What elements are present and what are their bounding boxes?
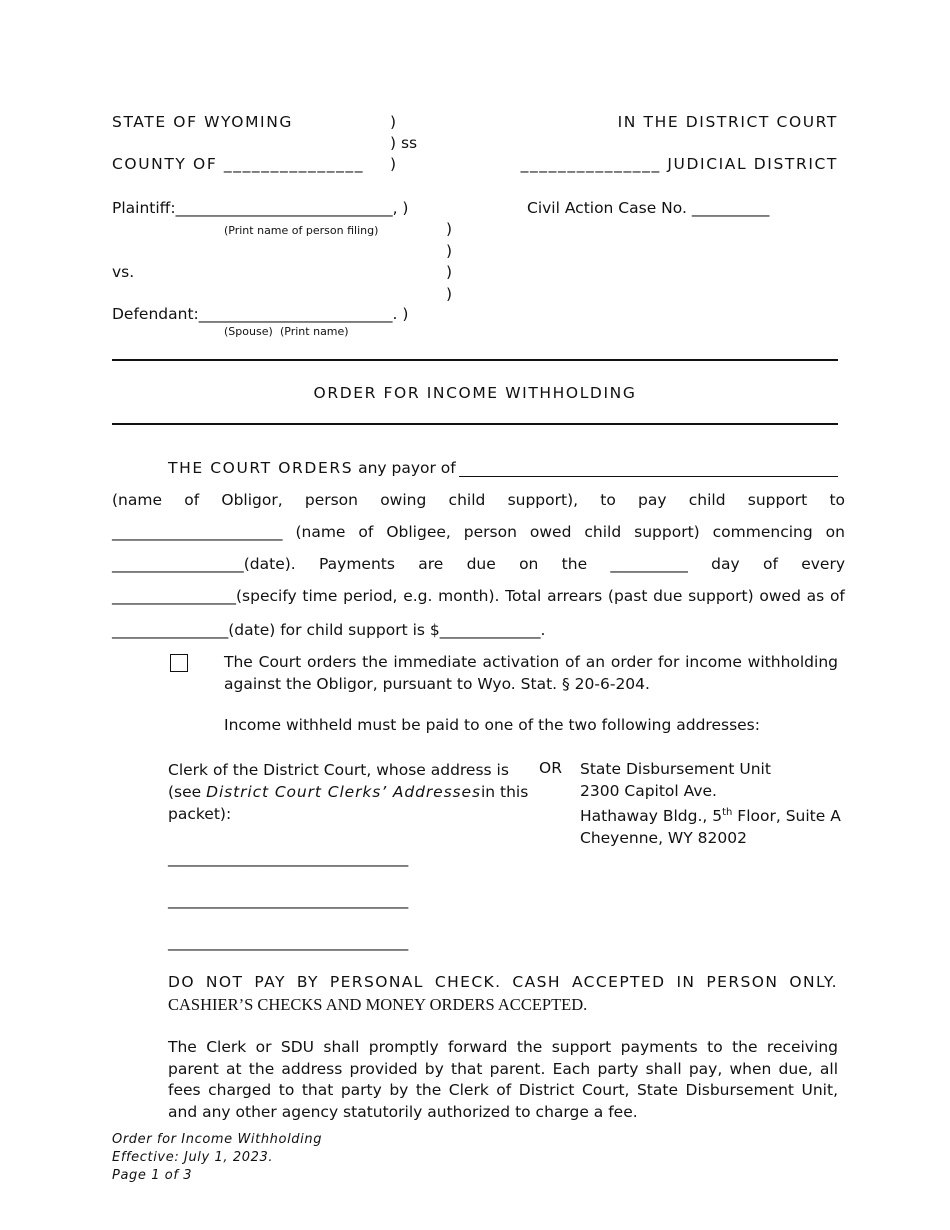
plaintiff-line: Plaintiff:____________________________, ) bbox=[112, 199, 409, 217]
sdu-name: State Disbursement Unit bbox=[580, 760, 771, 778]
orders-word: arrears bbox=[547, 587, 603, 605]
clerk-address-blank-3: _______________________________ bbox=[168, 933, 409, 951]
clerk-address-blank-2: _______________________________ bbox=[168, 891, 409, 909]
orders-word: on bbox=[519, 555, 539, 573]
clerk-line-3: packet): bbox=[168, 805, 232, 823]
orders-word: Obligor, bbox=[221, 491, 283, 509]
sdu-street: 2300 Capitol Ave. bbox=[580, 781, 717, 800]
orders-word: (past bbox=[607, 587, 648, 605]
orders-word: support) bbox=[634, 523, 700, 541]
sdu-building bbox=[580, 802, 841, 828]
orders-word: the bbox=[561, 555, 588, 573]
orders-word: of bbox=[762, 555, 778, 573]
footer-title: Order for Income Withholding bbox=[112, 1132, 323, 1147]
sdu-building-sup: th bbox=[722, 807, 733, 818]
orders-lead-rest: any payor of bbox=[353, 459, 456, 477]
plaintiff-note: (Print name of person filing) bbox=[224, 224, 379, 237]
orders-word: time bbox=[302, 587, 338, 605]
caption-paren: ) bbox=[390, 155, 397, 173]
caption-paren: ) bbox=[446, 285, 453, 303]
orders-word: owing bbox=[380, 491, 427, 509]
orders-word: Payments bbox=[319, 555, 395, 573]
vs-label: vs. bbox=[112, 263, 135, 281]
orders-word: commencing bbox=[712, 523, 813, 541]
sdu-building-pre: Hathaway Bldg., 5 bbox=[580, 807, 723, 826]
orders-word: ______________________ bbox=[112, 523, 283, 541]
orders-word: due bbox=[466, 555, 496, 573]
orders-word: of bbox=[184, 491, 200, 509]
orders-lead bbox=[168, 459, 456, 477]
orders-word: period, bbox=[343, 587, 398, 605]
orders-word: (name bbox=[112, 491, 163, 509]
caption-paren: ) bbox=[446, 220, 453, 238]
orders-word: are bbox=[418, 555, 444, 573]
footer-effective: Effective: July 1, 2023. bbox=[112, 1150, 274, 1165]
orders-line-6: _______________(date) for child support is $_____________. bbox=[112, 621, 546, 639]
orders-word: month). bbox=[438, 587, 500, 605]
orders-line-3 bbox=[112, 523, 845, 541]
orders-line-2 bbox=[112, 491, 845, 509]
payment-notice-line-1: DO NOT PAY BY PERSONAL CHECK. CASH ACCEPTED IN PERSON ONLY. bbox=[168, 973, 838, 991]
case-number-line: Civil Action Case No. __________ bbox=[527, 199, 770, 217]
divider-top bbox=[112, 359, 838, 361]
state-label: STATE OF WYOMING bbox=[112, 113, 294, 131]
sdu-address-block bbox=[580, 759, 841, 849]
orders-word: of bbox=[829, 587, 845, 605]
orders-word: support) bbox=[688, 587, 754, 605]
orders-lead-caps: THE COURT ORDERS bbox=[168, 459, 354, 477]
orders-word: pay bbox=[638, 491, 667, 509]
caption-paren: ) bbox=[390, 113, 397, 131]
clerk-line-2-post: in this bbox=[480, 783, 529, 801]
footer-page: Page 1 of 3 bbox=[112, 1168, 193, 1183]
checkbox-text: The Court orders the immediate activation of an order for income withholding against the Obligor, pursuant to Wyo. Stat. § 20-6-204. bbox=[224, 653, 838, 693]
orders-word: support), bbox=[507, 491, 579, 509]
clerk-addresses-reference: District Court Clerks’ Addresses bbox=[206, 783, 481, 801]
orders-word: __________ bbox=[610, 555, 688, 573]
or-label: OR bbox=[539, 759, 562, 777]
footer bbox=[112, 1131, 322, 1185]
orders-word: owed bbox=[529, 523, 572, 541]
caption-paren: ) bbox=[446, 242, 453, 260]
county-label: COUNTY OF _______________ bbox=[112, 155, 365, 173]
payment-notice-line-2: CASHIER’S CHECKS AND MONEY ORDERS ACCEPTED. bbox=[168, 995, 588, 1014]
district-label: _______________ JUDICIAL DISTRICT bbox=[520, 155, 838, 173]
orders-word: ________________(specify bbox=[112, 587, 297, 605]
orders-word: owed bbox=[759, 587, 801, 605]
immediate-activation-checkbox[interactable] bbox=[170, 654, 188, 672]
court-label: IN THE DISTRICT COURT bbox=[617, 113, 838, 131]
sdu-city: Cheyenne, WY 82002 bbox=[580, 828, 747, 847]
orders-line-5 bbox=[112, 587, 845, 605]
orders-word: (name bbox=[295, 523, 346, 541]
caption-paren: ) bbox=[446, 263, 453, 281]
orders-word: to bbox=[829, 491, 846, 509]
orders-word: e.g. bbox=[403, 587, 433, 605]
orders-word: person bbox=[463, 523, 517, 541]
orders-word: every bbox=[801, 555, 845, 573]
orders-word: _________________(date). bbox=[112, 555, 296, 573]
orders-word: of bbox=[358, 523, 374, 541]
page-title: ORDER FOR INCOME WITHHOLDING bbox=[313, 384, 637, 402]
orders-word: Obligee, bbox=[386, 523, 451, 541]
orders-word: due bbox=[653, 587, 683, 605]
sdu-building-post: Floor, Suite A bbox=[732, 807, 841, 826]
caption-ss: ) ss bbox=[390, 134, 418, 152]
orders-word: day bbox=[711, 555, 740, 573]
orders-line-4 bbox=[112, 555, 845, 573]
defendant-note-spouse: (Spouse) bbox=[224, 325, 273, 338]
orders-word: person bbox=[304, 491, 358, 509]
clerk-line-2-pre: (see bbox=[168, 783, 207, 801]
forward-payments-paragraph: The Clerk or SDU shall promptly forward the support payments to the receiving parent at the address provided by that parent. Each party shall pay, when due, all fees charged to that party by the Clerk of District Court, State Disbursement Unit, and any other agency statutorily authorized to charge a fee. bbox=[168, 1038, 838, 1121]
orders-word: as bbox=[806, 587, 825, 605]
clerk-address-block bbox=[168, 759, 529, 825]
payor-blank-line bbox=[459, 476, 838, 477]
orders-word: support bbox=[747, 491, 808, 509]
addresses-intro: Income withheld must be paid to one of the two following addresses: bbox=[224, 716, 760, 734]
orders-word: child bbox=[584, 523, 622, 541]
defendant-note-print: (Print name) bbox=[280, 325, 349, 338]
clerk-line-1: Clerk of the District Court, whose address is bbox=[168, 761, 509, 779]
orders-word: on bbox=[825, 523, 845, 541]
defendant-line: Defendant:_________________________. ) bbox=[112, 305, 409, 323]
divider-bottom bbox=[112, 423, 838, 425]
clerk-address-blank-1: _______________________________ bbox=[168, 849, 409, 867]
orders-word: child bbox=[448, 491, 486, 509]
orders-word: to bbox=[600, 491, 616, 509]
orders-word: child bbox=[688, 491, 726, 509]
clerk-line-2 bbox=[168, 781, 529, 803]
orders-word: Total bbox=[505, 587, 542, 605]
